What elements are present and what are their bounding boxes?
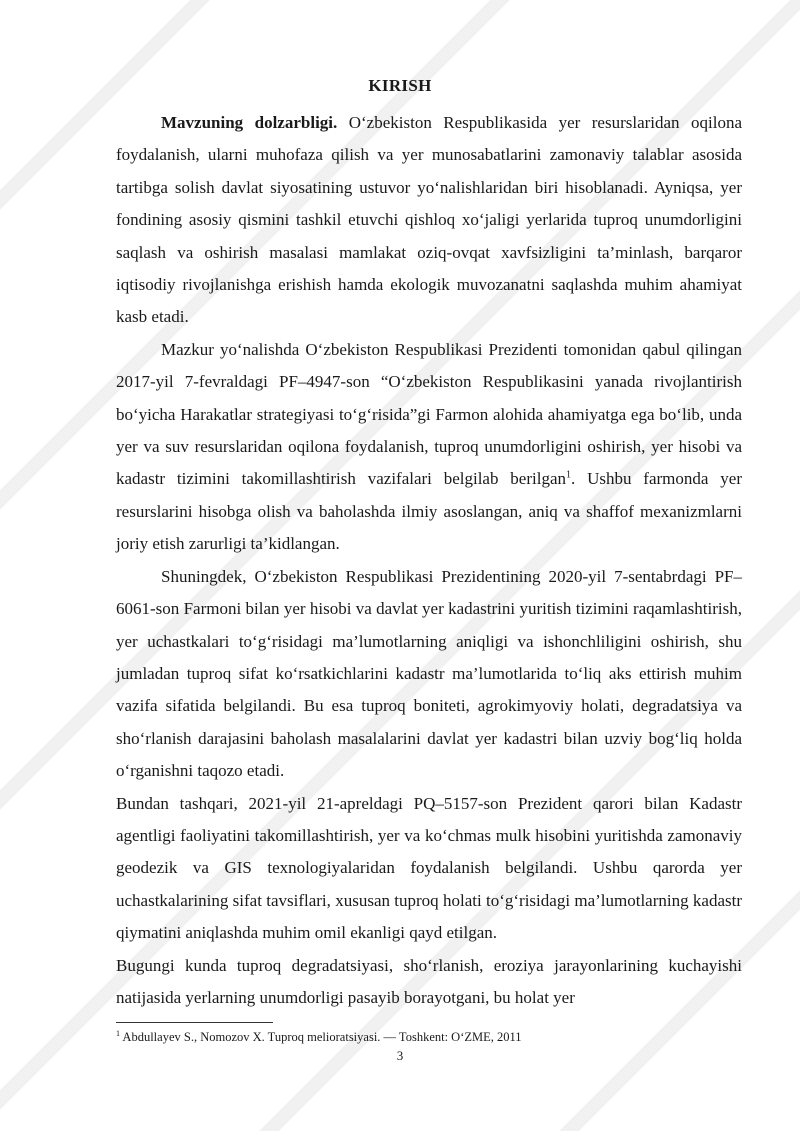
paragraph-text: . Ushbu farmonda yer resurslarini hisobga olish va baholashda ilmiy asoslangan, aniq va shaffof mexanizmlarni joriy etish zarurligi ta’kidlangan. xyxy=(116,469,742,554)
footnote-mark: 1 xyxy=(116,1028,120,1038)
paragraph-text: Shuningdek, O‘zbekiston Respublikasi Prezidentining 2020-yil 7-sentabrdagi PF–6061-son Farmoni bilan yer hisobi va davlat yer kadastrini yuritish tizimini raqamlashtirish, yer uchastkalari to‘g‘risidagi ma’lumotlarning aniqligi va ishonchliligini oshirish, shu jumladan tuproq sifat ko‘rsatkichlarini kadastr ma’lumotlarida to‘liq aks ettirish muhim vazifa sifatida belgilandi. Bu esa tuproq boniteti, agrokimyoviy holati, degradatsiya va sho‘rlanish darajasini baholash masalalarini davlat yer kadastri bilan uzviy bog‘liq holda o‘rganishni taqozo etadi. xyxy=(116,566,742,781)
paragraph-text: Bugungi kunda tuproq degradatsiyasi, sho‘rlanish, eroziya jarayonlarining kuchayishi natijasida yerlarning unumdorligi pasayib borayotgani, bu holat yer xyxy=(116,955,742,1007)
paragraph-degradation xyxy=(116,950,742,1015)
footnote-divider xyxy=(116,1022,273,1023)
paragraph-lead-heading: Mavzuning dolzarbligi. xyxy=(161,113,338,132)
paragraph-text: O‘zbekiston Respublikasida yer resurslaridan oqilona foydalanish, ularni muhofaza qilish va yer munosabatlarini zamonaviy talablar asosida tartibga solish davlat siyosatining ustuvor yo‘nalishlaridan biri hisoblanadi. Ayniqsa, yer fondining asosiy qismini tashkil etuvchi qishloq xo‘jaligi yerlarida tuproq unumdorligini saqlash va oshirish masalasi mamlakat oziq-ovqat xavfsizligini ta’minlash, barqaror iqtisodiy rivojlanishga erishish hamda ekologik muvozanatni saqlashda muhim ahamiyat kasb etadi. xyxy=(116,113,742,327)
page-title: KIRISH xyxy=(368,76,432,95)
paragraph-text: Bundan tashqari, 2021-yil 21-apreldagi PQ–5157-son Prezident qarori bilan Kadastr agentligi faoliyatini takomillashtirish, yer va ko‘chmas mulk hisobini yuritishda zamonaviy geodezik va GIS texnologiyalaridan foydalanish belgilandi. Ushbu qarorda yer uchastkalarining sifat tavsiflari, xususan tuproq holati to‘g‘risidagi ma’lumotlarning kadastr qiymatini aniqlashda muhim omil ekanligi qayd etilgan. xyxy=(116,793,742,943)
paragraph-relevance xyxy=(116,107,742,334)
paragraph-text: Mazkur yo‘nalishda O‘zbekiston Respublikasi Prezidenti tomonidan qabul qilingan 2017-yil 7-fevraldagi PF–4947-son “O‘zbekiston Respublikasini yanada rivojlantirish bo‘yicha Harakatlar strategiyasi to‘g‘risida”gi Farmon alohida ahamiyatga ega bo‘lib, unda yer va suv resurslaridan oqilona foydalanish, tuproq unumdorligini oshirish, yer hisobi va kadastr tizimini takomillashtirish vazifalari belgilab berilgan xyxy=(116,339,742,489)
footnote-reference-mark[interactable]: 1 xyxy=(566,469,572,481)
paragraph-digitalization-decree xyxy=(116,561,742,788)
footnote xyxy=(116,1029,742,1045)
footnote-text: Abdullayev S., Nomozov X. Tuproq melioratsiyasi. — Toshkent: O‘ZME, 2011 xyxy=(120,1030,522,1044)
paragraph-cadastre-agency xyxy=(116,788,742,950)
document-body xyxy=(116,107,742,1014)
paragraph-strategy-decree xyxy=(116,334,742,561)
page-number: 3 xyxy=(396,1048,404,1063)
